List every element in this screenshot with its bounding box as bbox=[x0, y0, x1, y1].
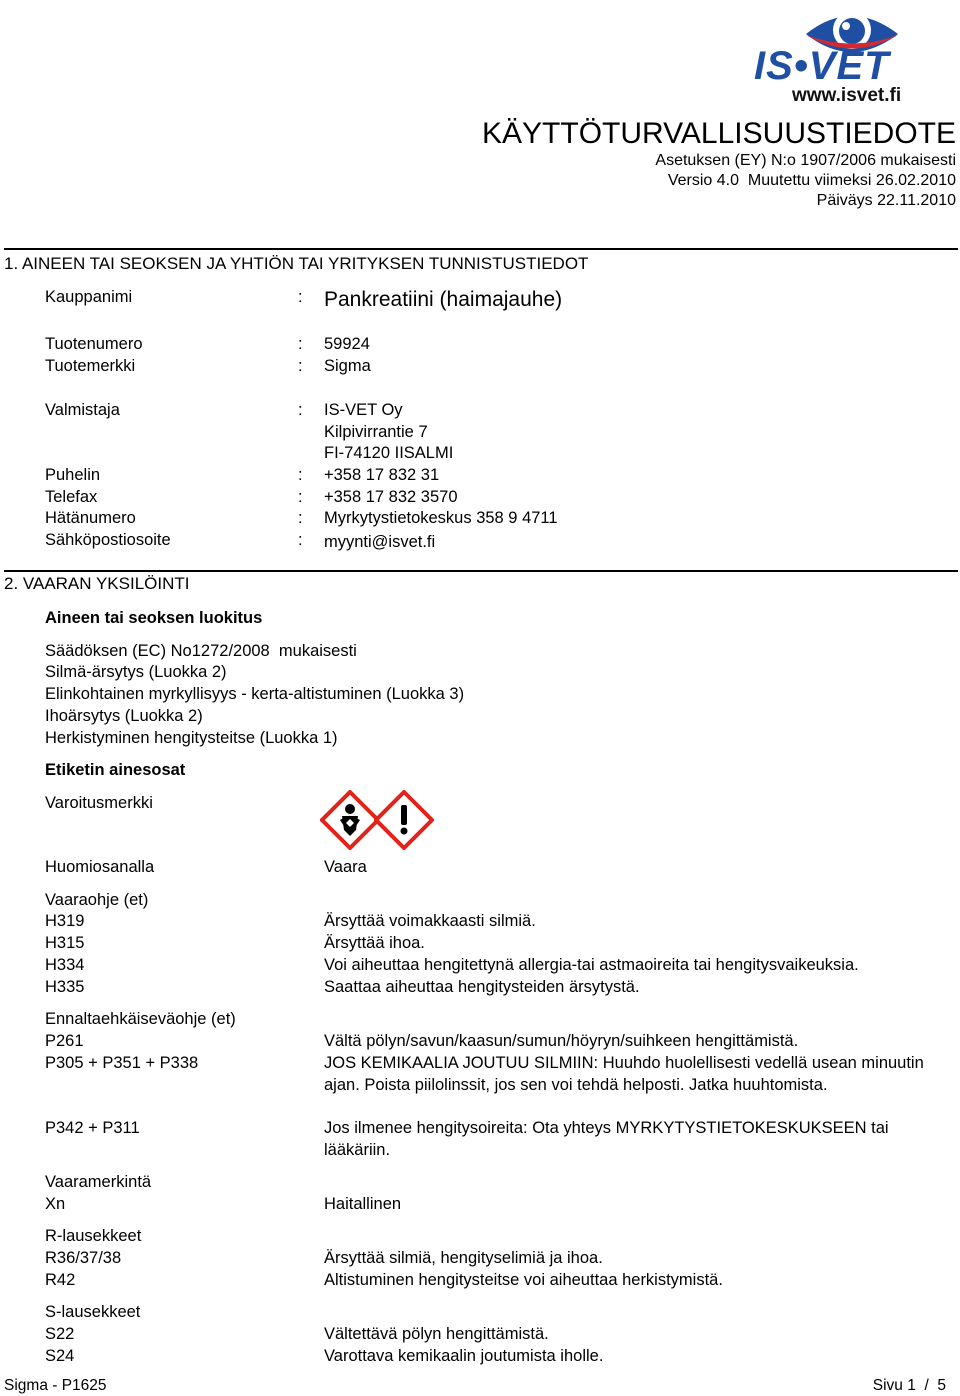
exclamation-mark-pictogram-icon bbox=[374, 790, 434, 850]
logo-wordmark: IS•VET bbox=[754, 44, 890, 88]
phone-value: +358 17 832 31 bbox=[324, 466, 440, 484]
section1-heading: 1. AINEEN TAI SEOKSEN JA YHTIÖN TAI YRITYKSEN TUNNISTUSTIEDOT bbox=[4, 254, 589, 273]
hazard-code: H334 bbox=[45, 956, 85, 974]
precautionary-code: P261 bbox=[45, 1032, 84, 1050]
s-phrase-code: S24 bbox=[45, 1347, 75, 1365]
section2-heading: 2. VAARAN YKSILÖINTI bbox=[4, 574, 190, 593]
precautionary-text: Jos ilmenee hengitysoireita: Ota yhteys MYRKYTYSTIETOKESKUKSEEN tai lääkäriin. bbox=[324, 1119, 889, 1159]
health-hazard-pictogram-icon bbox=[320, 790, 380, 850]
manufacturer-street: Kilpivirrantie 7 bbox=[324, 423, 428, 441]
version-line: Versio 4.0 Muutettu viimeksi 26.02.2010 bbox=[667, 172, 956, 189]
classification-line: Silmä-ärsytys (Luokka 2) bbox=[45, 663, 227, 681]
classification-line: Elinkohtainen myrkyllisyys - kerta-altistuminen (Luokka 3) bbox=[45, 685, 465, 703]
hazard-code: H315 bbox=[45, 934, 85, 952]
hazard-text: Ärsyttää voimakkaasti silmiä. bbox=[324, 912, 536, 930]
colon: : bbox=[298, 531, 303, 549]
logo-website: www.isvet.fi bbox=[792, 85, 902, 106]
trade-name-label: Kauppanimi bbox=[45, 288, 133, 306]
hazard-text: Ärsyttää ihoa. bbox=[324, 934, 425, 952]
classification-line: Ihoärsytys (Luokka 2) bbox=[45, 707, 203, 725]
date-line: Päiväys 22.11.2010 bbox=[816, 192, 956, 209]
colon: : bbox=[298, 488, 303, 506]
product-number-value: 59924 bbox=[324, 335, 370, 353]
hazard-text: Voi aiheuttaa hengitettynä allergia-tai astmaoireita tai hengitysvaikeuksia. bbox=[324, 956, 859, 974]
s-phrase-text: Varottava kemikaalin joutumista iholle. bbox=[324, 1347, 604, 1365]
r-phrase-code: R42 bbox=[45, 1271, 76, 1289]
colon: : bbox=[298, 466, 303, 484]
label-elements-heading: Etiketin ainesosat bbox=[45, 761, 186, 779]
fax-label: Telefax bbox=[45, 488, 98, 506]
r-phrase-text: Altistuminen hengitysteitse voi aiheuttaa herkistymistä. bbox=[324, 1271, 723, 1289]
r-phrase-text: Ärsyttää silmiä, hengityselimiä ja ihoa. bbox=[324, 1249, 603, 1267]
s-phrase-text: Vältettävä pölyn hengittämistä. bbox=[324, 1325, 549, 1343]
emergency-label: Hätänumero bbox=[45, 509, 136, 527]
hazard-code: H335 bbox=[45, 978, 85, 996]
fax-value: +358 17 832 3570 bbox=[324, 488, 458, 506]
regulation-line: Asetuksen (EY) N:o 1907/2006 mukaisesti bbox=[655, 152, 956, 169]
section1-rule bbox=[4, 248, 958, 250]
s-phrases-label: S-lausekkeet bbox=[45, 1303, 141, 1321]
phone-label: Puhelin bbox=[45, 466, 101, 484]
signal-word-label: Huomiosanalla bbox=[45, 858, 155, 876]
r-phrases-label: R-lausekkeet bbox=[45, 1227, 142, 1245]
section2-rule bbox=[4, 570, 958, 572]
classification-line: Säädöksen (EC) No1272/2008 mukaisesti bbox=[45, 642, 357, 660]
signal-word-value: Vaara bbox=[324, 858, 367, 876]
colon: : bbox=[298, 335, 303, 353]
s-phrase-code: S22 bbox=[45, 1325, 75, 1343]
product-number-label: Tuotenumero bbox=[45, 335, 143, 353]
pictograms-label: Varoitusmerkki bbox=[45, 794, 153, 812]
colon: : bbox=[298, 357, 303, 375]
colon: : bbox=[298, 509, 303, 527]
manufacturer-name: IS-VET Oy bbox=[324, 401, 403, 419]
manufacturer-city: FI-74120 IISALMI bbox=[324, 444, 454, 462]
hazard-statements-label: Vaaraohje (et) bbox=[45, 891, 149, 909]
brand-label: Tuotemerkki bbox=[45, 357, 136, 375]
brand-value: Sigma bbox=[324, 357, 371, 375]
precautionary-code: P342 + P311 bbox=[45, 1119, 140, 1137]
hazard-code: H319 bbox=[45, 912, 85, 930]
classification-heading: Aineen tai seoksen luokitus bbox=[45, 609, 263, 627]
precautionary-text: Vältä pölyn/savun/kaasun/sumun/höyryn/suihkeen hengittämistä. bbox=[324, 1032, 799, 1050]
r-phrase-code: R36/37/38 bbox=[45, 1249, 122, 1267]
classification-line: Herkistyminen hengitysteitse (Luokka 1) bbox=[45, 729, 338, 747]
colon: : bbox=[298, 288, 303, 306]
document-title: KÄYTTÖTURVALLISUUSTIEDOTE bbox=[482, 117, 956, 150]
colon: : bbox=[298, 401, 303, 419]
email-value[interactable]: myynti@isvet.fi bbox=[324, 533, 436, 551]
hazard-symbol-code: Xn bbox=[45, 1195, 66, 1213]
emergency-value: Myrkytystietokeskus 358 9 4711 bbox=[324, 509, 558, 527]
trade-name-value: Pankreatiini (haimajauhe) bbox=[324, 288, 563, 311]
precautionary-label: Ennaltaehkäiseväohje (et) bbox=[45, 1010, 236, 1028]
email-label: Sähköpostiosoite bbox=[45, 531, 171, 549]
hazard-symbol-label: Vaaramerkintä bbox=[45, 1173, 152, 1191]
footer-product-ref: Sigma - P1625 bbox=[4, 1377, 107, 1394]
manufacturer-label: Valmistaja bbox=[45, 401, 120, 419]
footer-page-number: Sivu 1 / 5 bbox=[872, 1377, 946, 1394]
hazard-text: Saattaa aiheuttaa hengitysteiden ärsytystä. bbox=[324, 978, 640, 996]
precautionary-text: JOS KEMIKAALIA JOUTUU SILMIIN: Huuhdo huolellisesti vedellä usean minuutin ajan. Poista piilolinssit, jos sen voi tehdä helposti. Jatka huuhtomista. bbox=[324, 1054, 924, 1094]
isvet-logo bbox=[748, 4, 954, 108]
hazard-symbol-text: Haitallinen bbox=[324, 1195, 402, 1213]
precautionary-code: P305 + P351 + P338 bbox=[45, 1054, 199, 1072]
